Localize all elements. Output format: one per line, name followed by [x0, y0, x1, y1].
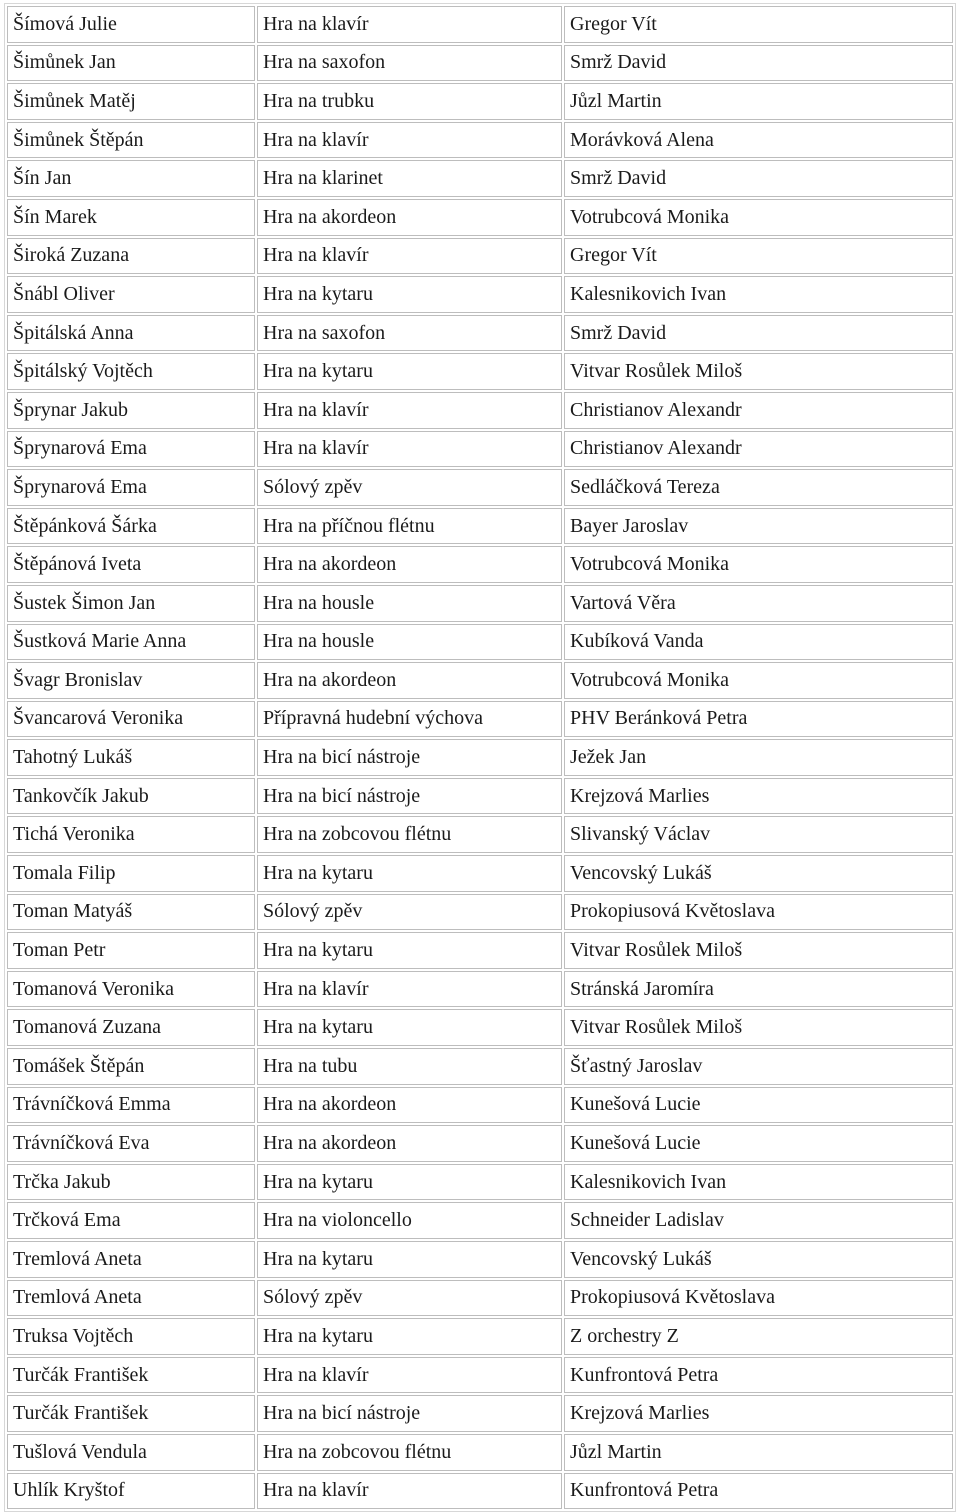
student-name-cell: Široká Zuzana	[7, 238, 255, 275]
teacher-cell: Kalesnikovich Ivan	[564, 276, 953, 313]
student-name-cell: Šustková Marie Anna	[7, 624, 255, 661]
table-row	[7, 353, 953, 390]
roster-body	[7, 6, 953, 1509]
teacher-cell: Sedláčková Tereza	[564, 469, 953, 506]
student-name-cell: Špitálská Anna	[7, 315, 255, 352]
student-name-cell: Tušlová Vendula	[7, 1434, 255, 1471]
student-name-cell: Šprynarová Ema	[7, 431, 255, 468]
teacher-cell: PHV Beránková Petra	[564, 701, 953, 738]
table-row	[7, 1241, 953, 1278]
table-row	[7, 469, 953, 506]
student-name-cell: Šimůnek Štěpán	[7, 122, 255, 159]
table-row	[7, 431, 953, 468]
teacher-cell: Votrubcová Monika	[564, 546, 953, 583]
table-row	[7, 122, 953, 159]
table-row	[7, 1318, 953, 1355]
table-row	[7, 739, 953, 776]
teacher-cell: Votrubcová Monika	[564, 199, 953, 236]
teacher-cell: Smrž David	[564, 45, 953, 82]
teacher-cell: Gregor Vít	[564, 6, 953, 43]
subject-cell: Sólový zpěv	[257, 1280, 562, 1317]
teacher-cell: Prokopiusová Květoslava	[564, 1280, 953, 1317]
subject-cell: Hra na klavír	[257, 1357, 562, 1394]
table-row	[7, 83, 953, 120]
student-name-cell: Tomanová Zuzana	[7, 1009, 255, 1046]
table-row	[7, 662, 953, 699]
student-name-cell: Šprynar Jakub	[7, 392, 255, 429]
subject-cell: Hra na klavír	[257, 122, 562, 159]
teacher-cell: Vencovský Lukáš	[564, 1241, 953, 1278]
subject-cell: Hra na klavír	[257, 238, 562, 275]
student-name-cell: Tremlová Aneta	[7, 1241, 255, 1278]
teacher-cell: Kubíková Vanda	[564, 624, 953, 661]
table-row	[7, 6, 953, 43]
table-row	[7, 1087, 953, 1124]
student-name-cell: Šímová Julie	[7, 6, 255, 43]
table-row	[7, 508, 953, 545]
teacher-cell: Kunfrontová Petra	[564, 1357, 953, 1394]
table-row	[7, 199, 953, 236]
teacher-cell: Morávková Alena	[564, 122, 953, 159]
student-name-cell: Tankovčík Jakub	[7, 778, 255, 815]
table-row	[7, 778, 953, 815]
student-name-cell: Šín Marek	[7, 199, 255, 236]
subject-cell: Hra na tubu	[257, 1048, 562, 1085]
teacher-cell: Krejzová Marlies	[564, 1395, 953, 1432]
student-name-cell: Šimůnek Matěj	[7, 83, 255, 120]
subject-cell: Hra na akordeon	[257, 546, 562, 583]
teacher-cell: Vitvar Rosůlek Miloš	[564, 353, 953, 390]
subject-cell: Sólový zpěv	[257, 469, 562, 506]
teacher-cell: Z orchestry Z	[564, 1318, 953, 1355]
subject-cell: Hra na akordeon	[257, 1087, 562, 1124]
subject-cell: Hra na saxofon	[257, 315, 562, 352]
subject-cell: Hra na zobcovou flétnu	[257, 816, 562, 853]
teacher-cell: Bayer Jaroslav	[564, 508, 953, 545]
subject-cell: Sólový zpěv	[257, 894, 562, 931]
student-name-cell: Štěpánková Šárka	[7, 508, 255, 545]
subject-cell: Hra na příčnou flétnu	[257, 508, 562, 545]
teacher-cell: Christianov Alexandr	[564, 431, 953, 468]
subject-cell: Přípravná hudební výchova	[257, 701, 562, 738]
subject-cell: Hra na klavír	[257, 392, 562, 429]
student-name-cell: Trávníčková Emma	[7, 1087, 255, 1124]
subject-cell: Hra na bicí nástroje	[257, 778, 562, 815]
table-row	[7, 816, 953, 853]
subject-cell: Hra na violoncello	[257, 1202, 562, 1239]
teacher-cell: Slivanský Václav	[564, 816, 953, 853]
student-name-cell: Trávníčková Eva	[7, 1125, 255, 1162]
teacher-cell: Vitvar Rosůlek Miloš	[564, 932, 953, 969]
teacher-cell: Stránská Jaromíra	[564, 971, 953, 1008]
table-row	[7, 1357, 953, 1394]
teacher-cell: Christianov Alexandr	[564, 392, 953, 429]
table-row	[7, 160, 953, 197]
subject-cell: Hra na bicí nástroje	[257, 1395, 562, 1432]
subject-cell: Hra na klavír	[257, 431, 562, 468]
student-name-cell: Truksa Vojtěch	[7, 1318, 255, 1355]
student-name-cell: Toman Petr	[7, 932, 255, 969]
table-row	[7, 1434, 953, 1471]
subject-cell: Hra na akordeon	[257, 199, 562, 236]
teacher-cell: Smrž David	[564, 315, 953, 352]
table-row	[7, 932, 953, 969]
table-row	[7, 45, 953, 82]
table-row	[7, 315, 953, 352]
table-row	[7, 855, 953, 892]
table-row	[7, 238, 953, 275]
student-name-cell: Turčák František	[7, 1357, 255, 1394]
subject-cell: Hra na klavír	[257, 6, 562, 43]
subject-cell: Hra na saxofon	[257, 45, 562, 82]
table-row	[7, 1125, 953, 1162]
table-row	[7, 624, 953, 661]
student-name-cell: Tichá Veronika	[7, 816, 255, 853]
teacher-cell: Vartová Věra	[564, 585, 953, 622]
subject-cell: Hra na kytaru	[257, 1164, 562, 1201]
table-row	[7, 1048, 953, 1085]
student-name-cell: Tomala Filip	[7, 855, 255, 892]
student-name-cell: Trčková Ema	[7, 1202, 255, 1239]
student-name-cell: Šprynarová Ema	[7, 469, 255, 506]
student-name-cell: Trčka Jakub	[7, 1164, 255, 1201]
roster-table	[4, 3, 956, 1512]
subject-cell: Hra na housle	[257, 585, 562, 622]
subject-cell: Hra na kytaru	[257, 932, 562, 969]
student-name-cell: Švagr Bronislav	[7, 662, 255, 699]
table-row	[7, 1395, 953, 1432]
teacher-cell: Schneider Ladislav	[564, 1202, 953, 1239]
table-row	[7, 546, 953, 583]
teacher-cell: Krejzová Marlies	[564, 778, 953, 815]
teacher-cell: Prokopiusová Květoslava	[564, 894, 953, 931]
student-name-cell: Špitálský Vojtěch	[7, 353, 255, 390]
subject-cell: Hra na kytaru	[257, 855, 562, 892]
subject-cell: Hra na akordeon	[257, 1125, 562, 1162]
table-row	[7, 585, 953, 622]
student-name-cell: Šimůnek Jan	[7, 45, 255, 82]
table-row	[7, 894, 953, 931]
subject-cell: Hra na housle	[257, 624, 562, 661]
table-row	[7, 1164, 953, 1201]
table-row	[7, 971, 953, 1008]
teacher-cell: Kunfrontová Petra	[564, 1473, 953, 1510]
teacher-cell: Ježek Jan	[564, 739, 953, 776]
subject-cell: Hra na kytaru	[257, 276, 562, 313]
subject-cell: Hra na kytaru	[257, 1241, 562, 1278]
subject-cell: Hra na klavír	[257, 1473, 562, 1510]
student-name-cell: Šnábl Oliver	[7, 276, 255, 313]
subject-cell: Hra na akordeon	[257, 662, 562, 699]
subject-cell: Hra na klarinet	[257, 160, 562, 197]
teacher-cell: Jůzl Martin	[564, 83, 953, 120]
table-row	[7, 1202, 953, 1239]
subject-cell: Hra na trubku	[257, 83, 562, 120]
table-row	[7, 1009, 953, 1046]
teacher-cell: Votrubcová Monika	[564, 662, 953, 699]
student-name-cell: Šustek Šimon Jan	[7, 585, 255, 622]
teacher-cell: Šťastný Jaroslav	[564, 1048, 953, 1085]
student-name-cell: Tomášek Štěpán	[7, 1048, 255, 1085]
student-name-cell: Štěpánová Iveta	[7, 546, 255, 583]
teacher-cell: Kunešová Lucie	[564, 1087, 953, 1124]
subject-cell: Hra na kytaru	[257, 1318, 562, 1355]
subject-cell: Hra na kytaru	[257, 353, 562, 390]
subject-cell: Hra na klavír	[257, 971, 562, 1008]
table-row	[7, 1280, 953, 1317]
teacher-cell: Gregor Vít	[564, 238, 953, 275]
teacher-cell: Jůzl Martin	[564, 1434, 953, 1471]
student-name-cell: Tremlová Aneta	[7, 1280, 255, 1317]
subject-cell: Hra na zobcovou flétnu	[257, 1434, 562, 1471]
student-name-cell: Uhlík Kryštof	[7, 1473, 255, 1510]
table-row	[7, 1473, 953, 1510]
student-name-cell: Tomanová Veronika	[7, 971, 255, 1008]
student-name-cell: Toman Matyáš	[7, 894, 255, 931]
subject-cell: Hra na kytaru	[257, 1009, 562, 1046]
teacher-cell: Kunešová Lucie	[564, 1125, 953, 1162]
table-row	[7, 392, 953, 429]
table-row	[7, 276, 953, 313]
student-name-cell: Šín Jan	[7, 160, 255, 197]
student-name-cell: Tahotný Lukáš	[7, 739, 255, 776]
teacher-cell: Vitvar Rosůlek Miloš	[564, 1009, 953, 1046]
teacher-cell: Kalesnikovich Ivan	[564, 1164, 953, 1201]
table-row	[7, 701, 953, 738]
student-name-cell: Turčák František	[7, 1395, 255, 1432]
student-name-cell: Švancarová Veronika	[7, 701, 255, 738]
teacher-cell: Smrž David	[564, 160, 953, 197]
subject-cell: Hra na bicí nástroje	[257, 739, 562, 776]
teacher-cell: Vencovský Lukáš	[564, 855, 953, 892]
